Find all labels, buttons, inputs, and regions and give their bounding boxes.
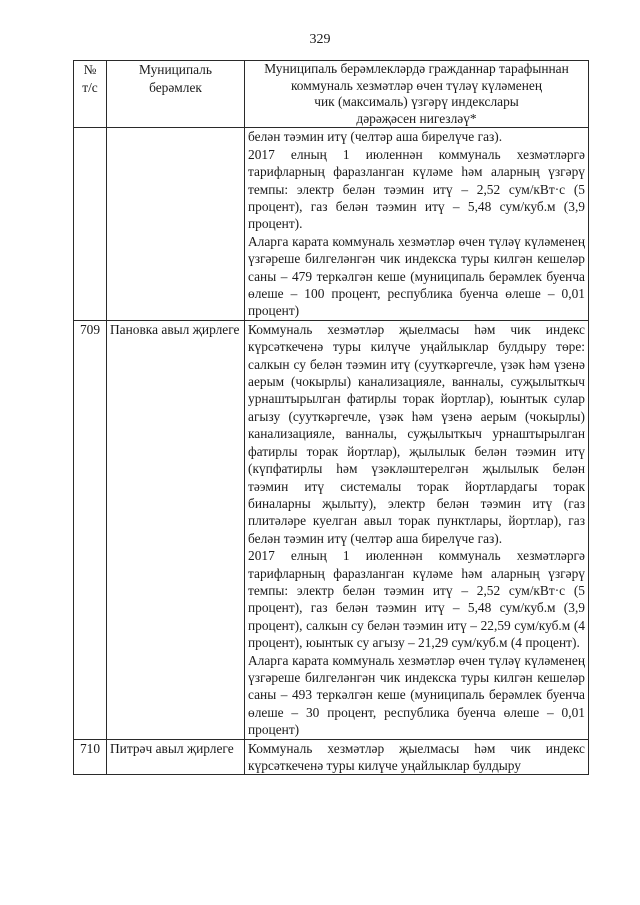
description-paragraph: Аларга карата коммуналь хезмәтләр өчен түләү күләменең үзгәреше билгеләнгән чик индекска туры килгән кешеләр саны – 479 теркәлгән кеше (муниципаль берәмлек буенча өлеше – 100 процент, республика буенча өлеше – 0,01 процент) [248,233,585,319]
row-municipality: Питрәч авыл җирлеге [107,739,245,775]
page-number: 329 [309,32,331,47]
description-paragraph: Коммуналь хезмәтләр җыелмасы һәм чик индекс күрсәткеченә туры килүче уңайлыклар булдыру төре: салкын су белән тәэмин итү (сууткәргечле, үзәк һәм үзенә аерым (чокырлы) канализацияле, ванналы, суҗылыткыч урнаштырылган фатирлы торак йортлар), юынтык сулар агызу (сууткәргечле, үзәк һәм үзенә аерым (чокырлы) канализацияле, ванналы, суҗылыткыч урнаштырылган фатирлы торак йортлар), җылылык белән тәэмин итү (күпфатирлы һәм үзәкләштерелгән җылылык белән тәэмин итү системалы торак йортлардагы торак биналарны җылыту), электр белән тәэмин итү (газ плитәләре куелган авыл торак пунктлары, йортлар), газ белән тәэмин итү (челтәр аша бирелүче газ). [248,321,585,546]
row-municipality [107,128,245,320]
description-paragraph: белән тәэмин итү (челтәр аша бирелүче газ). [248,129,503,145]
table-row [74,739,589,775]
row-number: 710 [74,739,107,775]
row-municipality: Пановка авыл җирлеге [107,320,245,739]
row-number [74,128,107,320]
tariff-index-table [73,60,589,775]
row-description [245,128,589,320]
table-row [74,320,589,739]
row-description [245,320,589,739]
description-paragraph: Аларга карата коммуналь хезмәтләр өчен түләү күләменең үзгәреше билгеләнгән чик индекска туры килгән кешеләр саны – 493 теркәлгән кеше (муниципаль берәмлек буенча өлеше – 30 процент, республика буенча өлеше – 0,01 процент) [248,652,585,738]
header-municipality: Муниципаль берәмлек [107,61,245,128]
header-number: № т/с [74,61,107,128]
row-description [245,739,589,775]
description-paragraph: 2017 елның 1 июленнән коммуналь хезмәтләргә тарифларның фаразланган күләме һәм аларның үзгәрү темпы: электр белән тәэмин итү – 2,52 сум/кВт·с (5 процент), газ белән тәэмин итү – 5,48 сум/куб.м (3,9 процент). [248,146,585,232]
header-description: Муниципаль берәмлекләрдә гражданнар тарафыннан коммуналь хезмәтләр өчен түләү күләменең чик (максималь) үзгәрү индекслары дәрәҗәсен нигезләү* [245,61,589,128]
table-row [74,128,589,320]
description-paragraph: Коммуналь хезмәтләр җыелмасы һәм чик индекс күрсәткеченә туры килүче уңайлыклар булдыру [248,740,585,773]
row-number: 709 [74,320,107,739]
table-header-row [74,61,589,128]
description-paragraph: 2017 елның 1 июленнән коммуналь хезмәтләргә тарифларның фаразланган күләме һәм аларның үзгәрү темпы: электр белән тәэмин итү – 2,52 сум/кВт·с (5 процент), газ белән тәэмин итү – 5,48 сум/куб.м (3,9 процент), салкын су белән тәэмин итү – 22,59 сум/куб.м (4 процент), юынтык су агызу – 21,29 сум/куб.м (4 процент). [248,548,585,651]
